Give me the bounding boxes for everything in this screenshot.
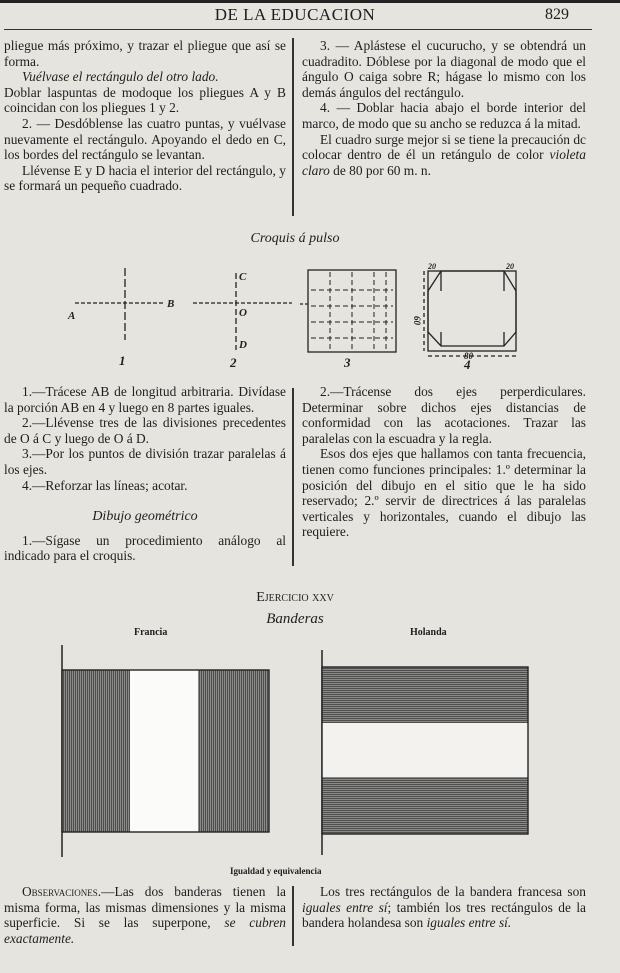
flag-caption-francia: Francia	[134, 627, 168, 638]
subtitle-dibujo: Dibujo geométrico	[92, 509, 198, 525]
emphasis: iguales entre sí	[302, 899, 388, 915]
page-top-edge	[0, 0, 620, 3]
paragraph: Esos dos ejes que hallamos con tanta frecuencia, tienen como funciones principales: 1.º determinar la posición del dibujo en el sitio que le ha sido reservado; 2.º servir de directrices á las paralelas verticales y horizontales, cuando el dibujo las requiere.	[302, 446, 586, 540]
flag-caption-holanda: Holanda	[410, 627, 447, 638]
exercise-title: Banderas	[266, 611, 324, 627]
figure-number: 3	[344, 355, 351, 370]
paragraph: 1.—Sígase un procedimiento análogo al indicado para el croquis.	[4, 532, 286, 564]
emphasis: se cubren exactamente.	[4, 915, 286, 946]
paragraph: 3. — Aplástese el cucurucho, y se obtendrá un cuadradito. Dóblese por la diagonal de modo que el ángulo O caiga sobre R; hágase lo mismo con los demás ángulos del rectángulo.	[302, 38, 586, 100]
top-left-column	[4, 38, 286, 194]
middle-left-column	[4, 384, 286, 564]
dim-20-right: 20	[506, 262, 514, 271]
paragraph: pliegue más próximo, y trazar el pliegue que así se forma.	[4, 38, 286, 69]
middle-right-column	[302, 384, 586, 540]
paragraph: El cuadro surge mejor si se tiene la precaución dc colocar dentro de él un retángulo de color violeta claro de 80 por 60 m. n.	[302, 131, 586, 178]
paragraph: 2.—Llévense tres de las divisiones precedentes de O á C y luego de O á D.	[4, 415, 286, 446]
emphasis: violeta claro	[302, 147, 586, 178]
top-right-column	[302, 38, 586, 178]
paragraph: 3.—Por los puntos de división trazar paralelas á los ejes.	[4, 446, 286, 477]
figure-caption: Igualdad y equivalencia	[230, 866, 322, 876]
paragraph: 1.—Trácese AB de longitud arbitraria. Divídase la porción AB en 4 y luego en 8 partes iguales.	[4, 384, 286, 415]
paragraph: Vuélvase el rectángulo del otro lado.	[22, 69, 219, 85]
flags-figure	[55, 640, 545, 865]
column-divider	[292, 38, 294, 216]
emphasis: iguales entre sí.	[426, 915, 512, 931]
running-title: DE LA EDUCACION	[214, 5, 376, 24]
dim-20-left: 20	[428, 262, 436, 271]
section-title-croquis: Croquis á pulso	[250, 231, 340, 246]
label-a: A	[68, 310, 76, 322]
flag-francia	[62, 670, 269, 832]
paragraph: 2.—Trácense dos ejes perperdiculares. Determinar sobre dichos ejes distancias de conformidad con las acotaciones. Trazar las paralelas con la escuadra y la regla.	[302, 384, 586, 446]
column-divider	[292, 388, 294, 566]
bottom-left-column: Observaciones.—Las dos banderas tienen la misma forma, las mismas dimensiones y la misma superficie. Si se las superpone, se cubren exactamente.	[4, 884, 286, 946]
paragraph: 4. — Doblar hacia abajo el borde interior del marco, de modo que su ancho se reduzca á la mitad.	[302, 100, 586, 131]
paragraph: 2. — Desdóblense las cuatro puntas, y vuélvase nuevamente el rectángulo. Apoyando el dedo en C, los bordes del rectángulo se levantan.	[4, 115, 286, 163]
observaciones-lead: Observaciones.	[22, 884, 102, 899]
croquis-figures	[60, 262, 530, 378]
paragraph: Llévense E y D hacia el interior del rectángulo, y se formará un pequeño cuadrado.	[4, 162, 286, 194]
running-header	[0, 4, 620, 26]
label-c: C	[239, 271, 247, 283]
label-o: O	[239, 307, 247, 319]
header-rule	[4, 29, 592, 30]
dim-80: 80	[464, 351, 473, 361]
label-b: B	[167, 298, 175, 310]
figure-number: 4	[464, 357, 471, 372]
exercise-heading: Ejercicio xxv	[256, 590, 334, 605]
figure-number: 1	[119, 353, 126, 368]
bottom-right-column: Los tres rectángulos de la bandera francesa son iguales entre sí; también los tres rectángulos de la bandera holandesa son iguales entre sí.	[302, 884, 586, 931]
dim-60: 60	[412, 316, 422, 325]
paragraph: Doblar laspuntas de modoque los pliegues A y B coincidan con los pliegues 1 y 2.	[4, 84, 286, 116]
label-d: D	[239, 339, 247, 351]
figure-number: 2	[230, 355, 237, 370]
page-number: 829	[545, 6, 569, 23]
paragraph: 4.—Reforzar las líneas; acotar.	[22, 477, 188, 493]
flag-holanda	[322, 667, 528, 834]
column-divider	[292, 886, 294, 946]
